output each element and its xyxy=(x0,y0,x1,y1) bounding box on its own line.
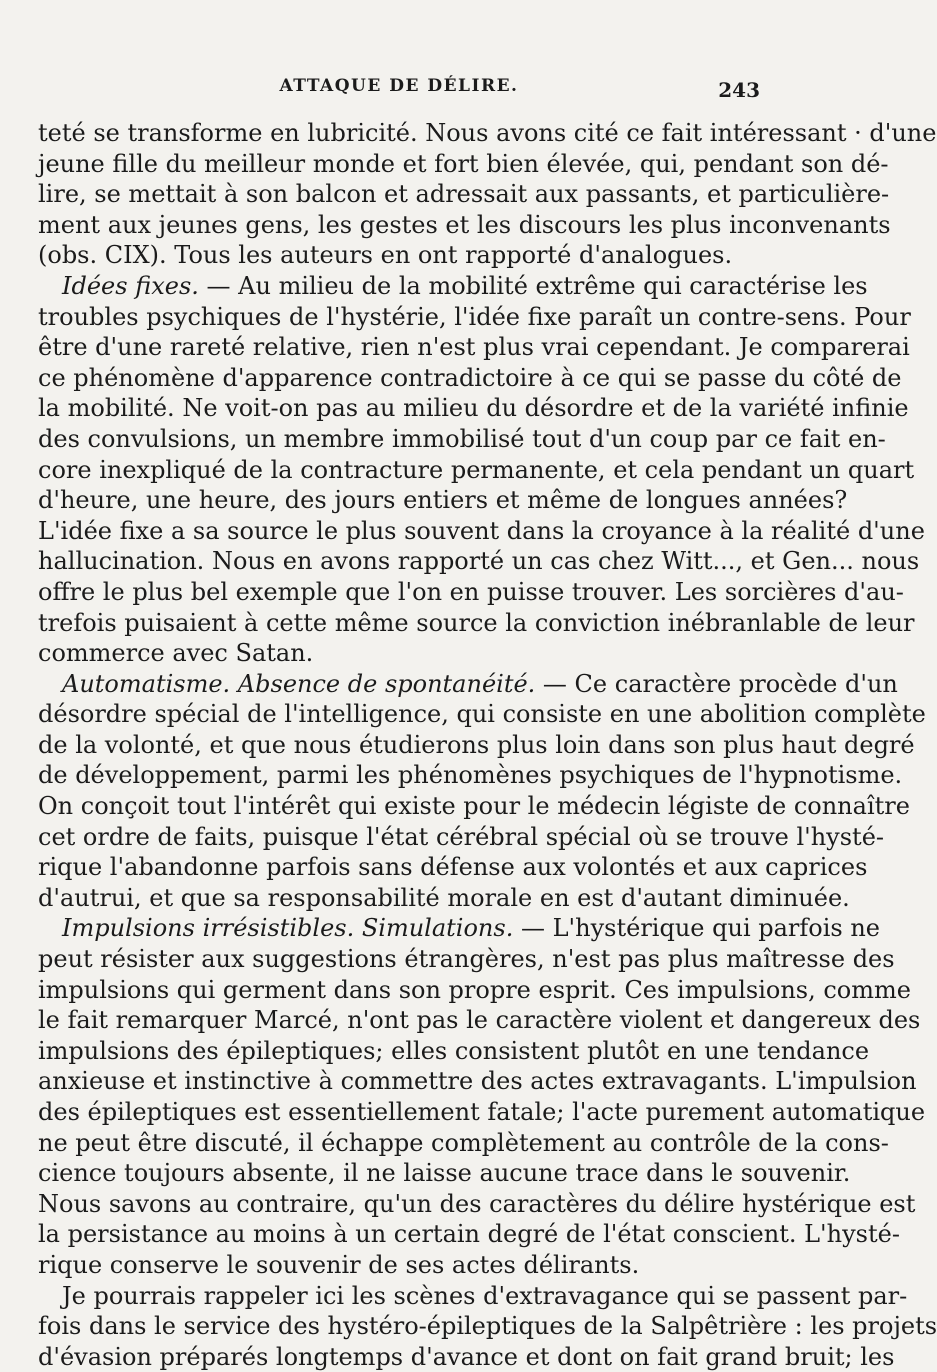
page-header xyxy=(38,76,760,110)
paragraph xyxy=(38,913,926,1280)
text-line: Automatisme. Absence de spontanéité. — Ce caractère procède d'un xyxy=(62,669,898,698)
text-line: lire, se mettait à son balcon et adressait aux passants, et particulière- xyxy=(38,180,890,209)
text-line: impulsions qui germent dans son propre esprit. Ces impulsions, comme xyxy=(38,975,911,1004)
text-line: ne peut être discuté, il échappe complètement au contrôle de la cons- xyxy=(38,1128,889,1157)
paragraph xyxy=(38,118,937,271)
text-line: trefois puisaient à cette même source la conviction inébranlable de leur xyxy=(38,608,915,637)
text-line: cet ordre de faits, puisque l'état cérébral spécial où se trouve l'hysté- xyxy=(38,822,884,851)
page-number: 243 xyxy=(718,78,760,102)
paragraph-heading: Automatisme. Absence de spontanéité. xyxy=(62,669,536,698)
text-line: (obs. CIX). Tous les auteurs en ont rapporté d'analogues. xyxy=(38,241,733,270)
text-line: Idées fixes. — Au milieu de la mobilité extrême qui caractérise les xyxy=(62,271,868,300)
text-line: impulsions des épileptiques; elles consistent plutôt en une tendance xyxy=(38,1036,870,1065)
text-line: Nous savons au contraire, qu'un des caractères du délire hystérique est xyxy=(38,1189,916,1218)
paragraph xyxy=(38,669,926,914)
paragraph-heading: Idées fixes. xyxy=(62,271,199,300)
text-line: d'heure, une heure, des jours entiers et même de longues années? xyxy=(38,486,848,515)
text-line: troubles psychiques de l'hystérie, l'idée fixe paraît un contre-sens. Pour xyxy=(38,302,911,331)
running-title: ATTAQUE DE DÉLIRE. xyxy=(279,76,519,96)
text-line: de la volonté, et que nous étudierons plus loin dans son plus haut degré xyxy=(38,730,915,759)
text-line: désordre spécial de l'intelligence, qui consiste en une abolition complète xyxy=(38,700,926,729)
body-text xyxy=(38,118,937,1372)
text-line: des épileptiques est essentiellement fatale; l'acte purement automatique xyxy=(38,1098,926,1126)
text-line: L'idée fixe a sa source le plus souvent dans la croyance à la réalité d'une xyxy=(38,516,925,545)
text-line: teté se transforme en lubricité. Nous avons cité ce fait intéressant · d'une xyxy=(38,119,937,147)
text-line: d'évasion préparés longtemps d'avance et dont on fait grand bruit; les xyxy=(38,1342,895,1371)
paragraph-heading: Impulsions irrésistibles. Simulations. xyxy=(62,914,514,943)
text-line: d'autrui, et que sa responsabilité morale en est d'autant diminuée. xyxy=(38,883,850,912)
text-line: anxieuse et instinctive à commettre des actes extravagants. L'impulsion xyxy=(38,1067,917,1096)
text-line: la persistance au moins à un certain degré de l'état conscient. L'hysté- xyxy=(38,1220,900,1249)
paragraph xyxy=(38,1281,937,1372)
text-line: la mobilité. Ne voit-on pas au milieu du désordre et de la variété infinie xyxy=(38,394,909,423)
text-line: fois dans le service des hystéro-épileptiques de la Salpêtrière : les projets xyxy=(38,1312,937,1341)
paragraph xyxy=(38,271,925,669)
text-line: commerce avec Satan. xyxy=(38,639,314,668)
text-line: des convulsions, un membre immobilisé tout d'un coup par ce fait en- xyxy=(38,424,886,453)
text-line: Je pourrais rappeler ici les scènes d'extravagance qui se passent par- xyxy=(62,1281,908,1310)
text-line: hallucination. Nous en avons rapporté un cas chez Witt..., et Gen... nous xyxy=(38,547,920,576)
text-line: ce phénomène d'apparence contradictoire à ce qui se passe du côté de xyxy=(38,363,902,392)
text-line: le fait remarquer Marcé, n'ont pas le caractère violent et dangereux des xyxy=(38,1006,921,1035)
text-line: être d'une rareté relative, rien n'est plus vrai cependant. Je comparerai xyxy=(38,333,910,362)
text-line: de développement, parmi les phénomènes psychiques de l'hypnotisme. xyxy=(38,761,903,790)
text-line: peut résister aux suggestions étrangères, n'est pas plus maîtresse des xyxy=(38,945,895,974)
text-line: ment aux jeunes gens, les gestes et les discours les plus inconvenants xyxy=(38,210,891,239)
text-line: rique conserve le souvenir de ses actes délirants. xyxy=(38,1250,640,1279)
text-line: On conçoit tout l'intérêt qui existe pour le médecin légiste de connaître xyxy=(38,792,910,821)
text-line: core inexpliqué de la contracture permanente, et cela pendant un quart xyxy=(38,455,915,484)
text-line: offre le plus bel exemple que l'on en puisse trouver. Les sorcières d'au- xyxy=(38,577,904,606)
text-line: rique l'abandonne parfois sans défense aux volontés et aux caprices xyxy=(38,853,868,882)
text-line: Impulsions irrésistibles. Simulations. — L'hystérique qui parfois ne xyxy=(62,914,880,943)
text-line: cience toujours absente, il ne laisse aucune trace dans le souvenir. xyxy=(38,1159,851,1188)
text-line: jeune fille du meilleur monde et fort bien élevée, qui, pendant son dé- xyxy=(38,149,889,178)
